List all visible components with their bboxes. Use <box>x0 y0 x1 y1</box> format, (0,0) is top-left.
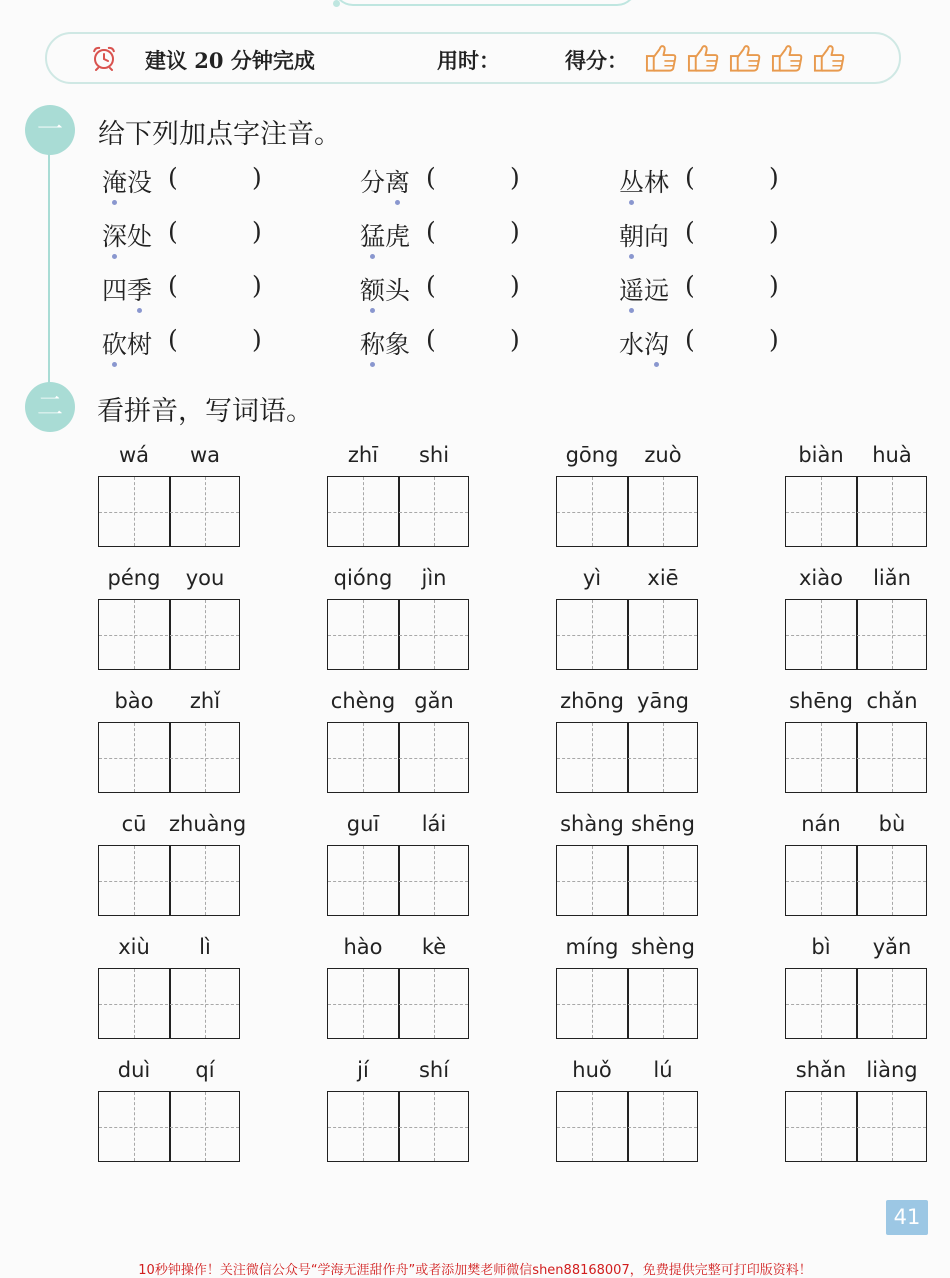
answer-paren-right: ) <box>510 163 520 192</box>
answer-paren-left: ( <box>685 325 695 354</box>
pinyin-syllable: liàng <box>866 1058 918 1082</box>
pinyin-syllable: chèng <box>330 689 396 713</box>
pinyin-syllable: zhǐ <box>189 689 221 713</box>
word-char: 头 <box>385 276 411 305</box>
answer-paren-right: ) <box>252 271 262 300</box>
annotation-item[interactable] <box>102 217 262 253</box>
top-decoration-arc <box>333 0 637 6</box>
thumbs-up-icon[interactable] <box>687 43 720 73</box>
annotation-item[interactable] <box>102 325 262 361</box>
answer-paren-right: ) <box>510 325 520 354</box>
annotation-item[interactable] <box>102 163 262 199</box>
pinyin-syllable: zhī <box>347 443 379 467</box>
answer-paren-left: ( <box>168 271 178 300</box>
thumbs-up-icon[interactable] <box>813 43 846 73</box>
pinyin-syllable: guī <box>346 812 380 836</box>
word-char: 深 <box>102 217 127 253</box>
section-2-title: 看拼音，写词语。 <box>97 396 313 427</box>
emphasis-dot <box>395 200 400 205</box>
word-char: 四 <box>102 276 128 305</box>
section-1-badge: 一 <box>25 105 75 155</box>
emphasis-dot <box>629 254 634 259</box>
emphasis-dot <box>629 308 634 313</box>
pinyin-syllable: bì <box>811 935 831 959</box>
header-bar <box>45 32 901 84</box>
answer-paren-right: ) <box>769 271 779 300</box>
annotation-item[interactable] <box>619 217 779 253</box>
pinyin-syllable: xiào <box>799 566 843 590</box>
pinyin-syllable: shí <box>418 1058 450 1082</box>
answer-paren-right: ) <box>252 163 262 192</box>
word-char: 分 <box>360 168 386 197</box>
writing-box[interactable] <box>785 599 927 670</box>
pinyin-syllable: wá <box>118 443 150 467</box>
pinyin-syllable: liǎn <box>873 566 911 590</box>
writing-box[interactable] <box>327 968 469 1039</box>
emphasis-dot <box>654 362 659 367</box>
pinyin-syllable: biàn <box>798 443 844 467</box>
annotation-item[interactable] <box>619 271 779 307</box>
word-char: 离 <box>385 163 410 199</box>
writing-box[interactable] <box>327 599 469 670</box>
pinyin-syllable: shi <box>418 443 450 467</box>
word-char: 称 <box>360 325 385 361</box>
pinyin-syllable: zhuàng <box>169 812 247 836</box>
writing-box[interactable] <box>98 845 240 916</box>
pinyin-syllable: wa <box>189 443 221 467</box>
emphasis-dot <box>137 308 142 313</box>
pinyin-syllable: shēng <box>631 812 695 836</box>
pinyin-syllable: huà <box>872 443 912 467</box>
word-char: 朝 <box>619 217 644 253</box>
answer-paren-right: ) <box>252 325 262 354</box>
pinyin-syllable: nán <box>801 812 841 836</box>
emphasis-dot <box>370 362 375 367</box>
word-char: 远 <box>644 276 670 305</box>
annotation-item[interactable] <box>360 271 520 307</box>
pinyin-syllable: gōng <box>565 443 619 467</box>
pinyin-syllable: yāng <box>637 689 689 713</box>
pinyin-syllable: shēng <box>789 689 853 713</box>
page-number: 41 <box>886 1200 928 1235</box>
writing-box[interactable] <box>98 1091 240 1162</box>
emphasis-dot <box>370 308 375 313</box>
pinyin-syllable: yì <box>582 566 602 590</box>
answer-paren-left: ( <box>685 163 695 192</box>
writing-box[interactable] <box>327 845 469 916</box>
pinyin-syllable: míng <box>565 935 619 959</box>
pinyin-syllable: xiù <box>118 935 150 959</box>
pinyin-syllable: jí <box>357 1058 369 1082</box>
annotation-item[interactable] <box>360 163 520 199</box>
section-connector-line <box>48 128 50 404</box>
pinyin-syllable: lái <box>421 812 447 836</box>
word-char: 树 <box>127 330 153 359</box>
section-1-title: 给下列加点字注音。 <box>98 119 341 150</box>
pinyin-syllable: bào <box>114 689 154 713</box>
pinyin-syllable: shǎn <box>795 1058 847 1082</box>
answer-paren-right: ) <box>769 325 779 354</box>
word-char: 象 <box>385 330 411 359</box>
pinyin-syllable: zhōng <box>560 689 624 713</box>
writing-box[interactable] <box>98 476 240 547</box>
word-char: 处 <box>127 222 153 251</box>
pinyin-syllable: jìn <box>421 566 447 590</box>
answer-paren-right: ) <box>252 217 262 246</box>
pinyin-syllable: shèng <box>631 935 695 959</box>
word-char: 没 <box>127 168 153 197</box>
top-decoration-dot <box>333 0 340 7</box>
emphasis-dot <box>112 362 117 367</box>
answer-paren-left: ( <box>168 163 178 192</box>
pinyin-syllable: hào <box>343 935 383 959</box>
writing-box[interactable] <box>327 476 469 547</box>
pinyin-syllable: huǒ <box>572 1058 612 1082</box>
emphasis-dot <box>370 254 375 259</box>
writing-box[interactable] <box>785 722 927 793</box>
writing-box[interactable] <box>556 599 698 670</box>
pinyin-syllable: xiē <box>647 566 679 590</box>
pinyin-syllable: duì <box>117 1058 151 1082</box>
annotation-item[interactable] <box>102 271 262 307</box>
answer-paren-left: ( <box>426 217 436 246</box>
pinyin-syllable: lú <box>653 1058 673 1082</box>
pinyin-syllable: cū <box>121 812 147 836</box>
answer-paren-left: ( <box>168 217 178 246</box>
word-char: 水 <box>619 330 645 359</box>
word-char: 季 <box>127 271 152 307</box>
emphasis-dot <box>112 254 117 259</box>
writing-box[interactable] <box>327 1091 469 1162</box>
writing-box[interactable] <box>785 845 927 916</box>
answer-paren-left: ( <box>685 271 695 300</box>
thumbs-up-icon[interactable] <box>729 43 762 73</box>
pinyin-syllable: zuò <box>644 443 682 467</box>
annotation-item[interactable] <box>619 325 779 361</box>
word-char: 沟 <box>644 325 669 361</box>
answer-paren-right: ) <box>510 217 520 246</box>
pinyin-syllable: péng <box>107 566 161 590</box>
writing-box[interactable] <box>98 599 240 670</box>
score-thumbs <box>645 43 846 73</box>
answer-paren-left: ( <box>426 163 436 192</box>
word-char: 林 <box>644 168 670 197</box>
emphasis-dot <box>112 200 117 205</box>
answer-paren-left: ( <box>426 271 436 300</box>
pinyin-syllable: yǎn <box>872 935 912 959</box>
answer-paren-right: ) <box>769 163 779 192</box>
score-label: 得分： <box>565 48 628 73</box>
word-char: 向 <box>644 222 670 251</box>
word-char: 额 <box>360 271 385 307</box>
writing-box[interactable] <box>556 722 698 793</box>
word-char: 遥 <box>619 271 644 307</box>
word-char: 虎 <box>385 222 411 251</box>
section-2-badge: 二 <box>25 382 75 432</box>
annotation-item[interactable] <box>360 217 520 253</box>
footer-note: 10秒钟操作！关注微信公众号“学海无涯甜作舟”或者添加樊老师微信shen88168007，免费提供完整可打印版资料！ <box>138 1263 812 1278</box>
writing-box[interactable] <box>556 476 698 547</box>
pinyin-syllable: chǎn <box>866 689 918 713</box>
writing-box[interactable] <box>556 968 698 1039</box>
pinyin-syllable: qí <box>195 1058 215 1082</box>
writing-box[interactable] <box>556 1091 698 1162</box>
pinyin-syllable: gǎn <box>414 689 454 713</box>
answer-paren-left: ( <box>168 325 178 354</box>
annotation-item[interactable] <box>619 163 779 199</box>
pinyin-syllable: lì <box>199 935 211 959</box>
annotation-item[interactable] <box>360 325 520 361</box>
writing-box[interactable] <box>785 1091 927 1162</box>
writing-box[interactable] <box>98 722 240 793</box>
pinyin-syllable: bù <box>878 812 906 836</box>
answer-paren-right: ) <box>769 217 779 246</box>
pinyin-syllable: you <box>185 566 225 590</box>
word-char: 猛 <box>360 217 385 253</box>
word-char: 砍 <box>102 325 127 361</box>
time-used-label: 用时： <box>437 48 500 73</box>
pinyin-syllable: qióng <box>333 566 393 590</box>
word-char: 丛 <box>619 163 644 199</box>
answer-paren-right: ) <box>510 271 520 300</box>
emphasis-dot <box>629 200 634 205</box>
writing-box[interactable] <box>327 722 469 793</box>
alarm-clock-icon <box>91 45 117 71</box>
suggested-time: 建议 20 分钟完成 <box>145 48 315 73</box>
writing-box[interactable] <box>785 476 927 547</box>
pinyin-syllable: shàng <box>560 812 624 836</box>
pinyin-syllable: kè <box>421 935 447 959</box>
word-char: 淹 <box>102 163 127 199</box>
writing-box[interactable] <box>98 968 240 1039</box>
thumbs-up-icon[interactable] <box>645 43 678 73</box>
thumbs-up-icon[interactable] <box>771 43 804 73</box>
answer-paren-left: ( <box>426 325 436 354</box>
writing-box[interactable] <box>556 845 698 916</box>
writing-box[interactable] <box>785 968 927 1039</box>
answer-paren-left: ( <box>685 217 695 246</box>
